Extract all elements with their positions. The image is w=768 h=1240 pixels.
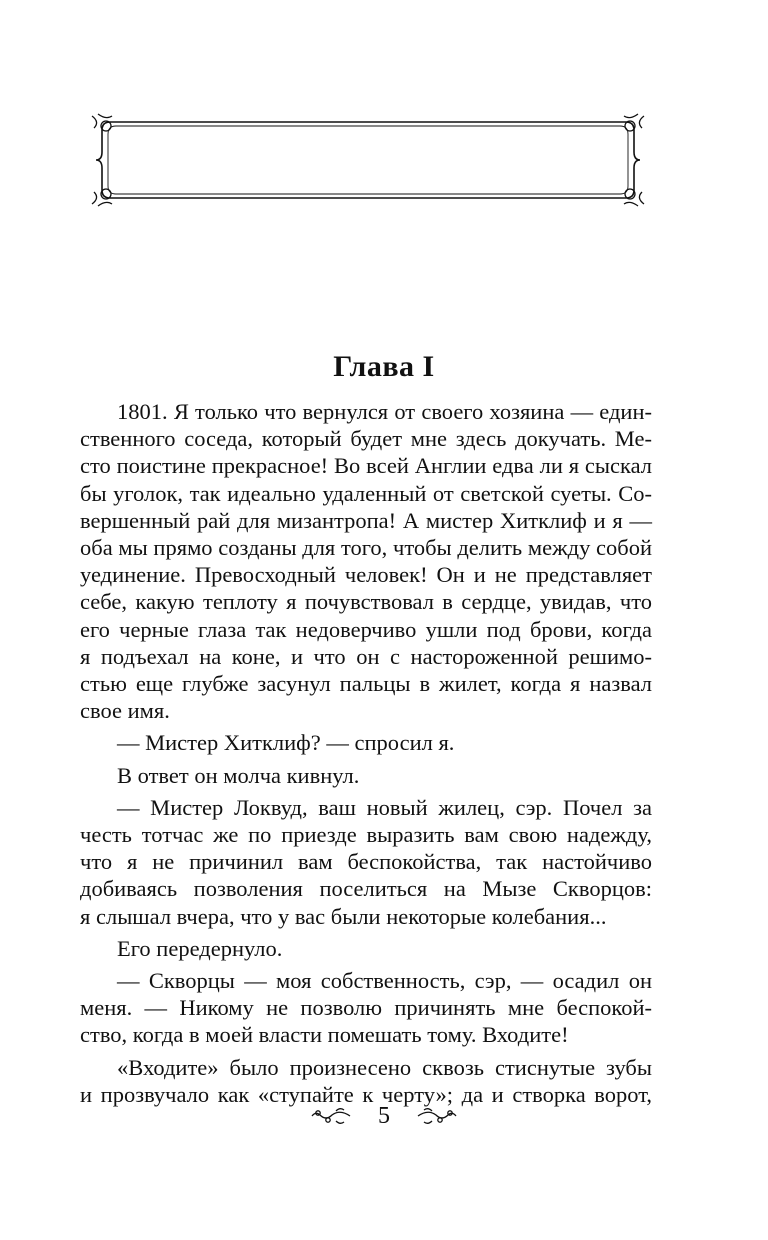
text-line: его черные глаза так недоверчиво ушли под брови, когда [80, 616, 652, 642]
text-line: Его передернуло. [117, 935, 283, 961]
text-line: и прозвучало как «ступайте к черту»; да и створка ворот, [80, 1081, 652, 1107]
text-line: — Мистер Локвуд, ваш новый жилец, сэр. Почел за [117, 794, 652, 820]
paragraph [80, 729, 652, 756]
body-text [80, 398, 652, 1108]
page-number: 5 [378, 1102, 390, 1129]
chapter-title: Глава I [333, 350, 435, 383]
text-line: ство, когда в моей власти помешать тому. Входите! [80, 1022, 569, 1048]
text-line: добиваясь позволения поселиться на Мызе Скворцов: [80, 876, 652, 902]
text-line: меня. — Никому не позволю причинять мне беспокой- [80, 995, 652, 1021]
paragraph [80, 967, 652, 1049]
text-line: оба мы прямо созданы для того, чтобы делить между собой [80, 535, 652, 561]
text-line: — Мистер Хитклиф? — спросил я. [117, 730, 455, 756]
text-line: «Входите» было произнесено сквозь стиснутые зубы [117, 1054, 652, 1080]
chapter-header-ornamental-frame [88, 112, 648, 208]
paragraph [80, 398, 652, 724]
text-line: свое имя. [80, 698, 170, 724]
paragraph [80, 935, 652, 962]
paragraph [80, 762, 652, 789]
text-line: себе, какую теплоту я почувствовал в сердце, увидав, что [80, 589, 652, 615]
text-line: честь тотчас же по приезде выразить вам свою надежду, [80, 822, 652, 848]
left-fleuron-icon [310, 1105, 352, 1127]
text-line: бы уголок, так идеально удаленный от светской суеты. Со- [80, 480, 652, 506]
text-line: 1801. Я только что вернулся от своего хозяина — един- [117, 399, 652, 424]
text-line: вершенный рай для мизантропа! А мистер Хитклиф и я — [80, 507, 652, 533]
text-line: В ответ он молча кивнул. [117, 762, 360, 788]
text-line: стью еще глубже засунул пальцы в жилет, когда я назвал [80, 671, 652, 697]
text-line: я подъехал на коне, и что он с настороженной решимо- [80, 643, 652, 669]
text-line: — Скворцы — моя собственность, сэр, — осадил он [117, 968, 652, 994]
text-line: я слышал вчера, что у вас были некоторые колебания... [80, 903, 607, 929]
right-fleuron-icon [416, 1105, 458, 1127]
text-line: уединение. Превосходный человек! Он и не представляет [80, 562, 652, 588]
text-line: что я не причинил вам беспокойства, так настойчиво [80, 849, 652, 875]
text-line: ственного соседа, который будет мне здесь докучать. Ме- [80, 426, 652, 452]
page-footer [0, 1096, 768, 1136]
text-line: сто поистине прекрасное! Во всей Англии едва ли я сыскал [80, 453, 652, 479]
paragraph [80, 794, 652, 930]
